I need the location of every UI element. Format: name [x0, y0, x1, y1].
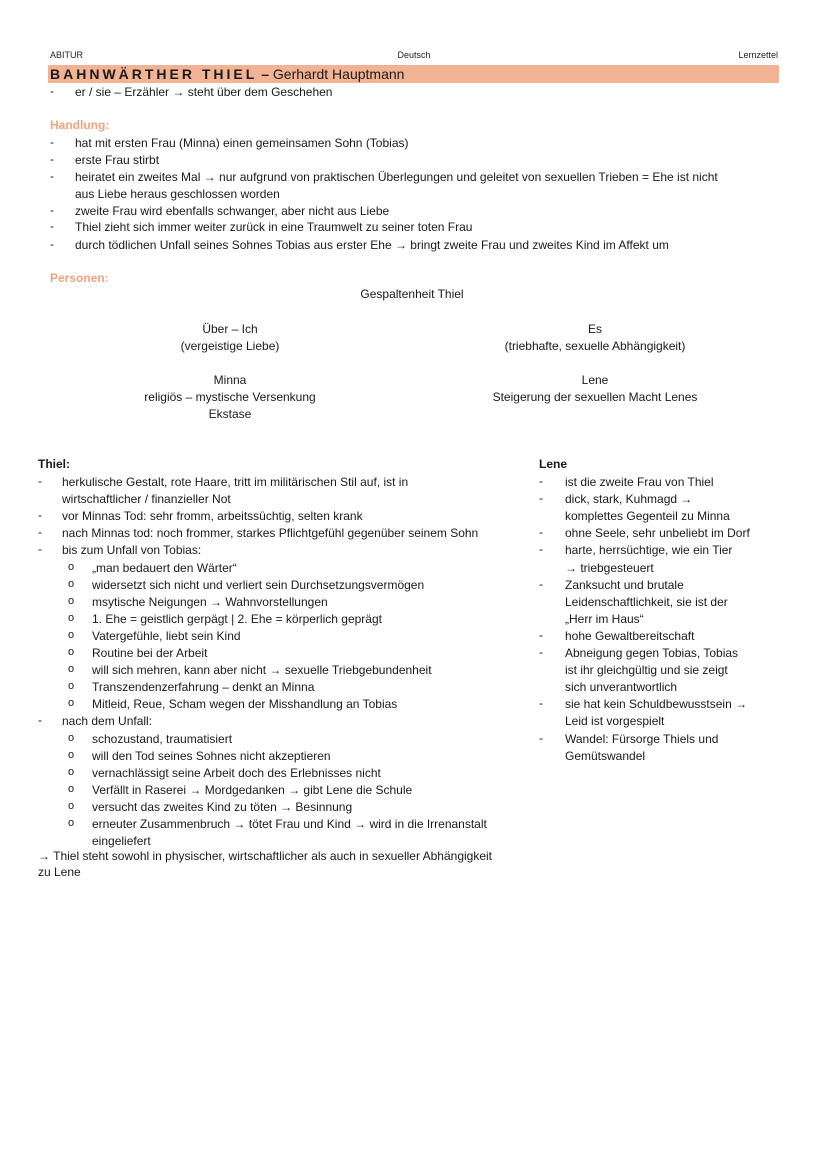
bullet-dash: - — [539, 696, 543, 711]
es-block — [455, 321, 735, 355]
thiel-line: will sich mehren, kann aber nicht → sexuelle Triebgebundenheit — [92, 663, 432, 678]
bullet-dash: - — [38, 474, 42, 488]
bullet-circle: o — [68, 799, 75, 812]
header-right: Lernzettel — [738, 50, 778, 60]
bullet-circle: o — [68, 817, 75, 829]
bullet-circle: o — [68, 663, 75, 676]
thiel-line: nach dem Unfall: — [62, 714, 153, 729]
minna-desc-1: religiös – mystische Versenkung — [144, 390, 316, 404]
thiel-line: nach Minnas tod: noch frommer, starkes Pflichtgefühl gegenüber seinem Sohn — [62, 526, 479, 541]
lene-line: Abneigung gegen Tobias, Tobias — [565, 646, 739, 660]
bullet-dash: - — [50, 169, 54, 183]
thiel-line: msytische Neigungen → Wahnvorstellungen — [92, 594, 328, 609]
lene-summary-label: Lene — [581, 373, 609, 387]
lene-summary-desc: Steigerung der sexuellen Macht Lenes — [492, 390, 698, 404]
handlung-item: zweite Frau wird ebenfalls schwanger, aber nicht aus Liebe — [75, 204, 390, 218]
thiel-line: erneuter Zusammenbruch → tötet Frau und Kind → wird in die Irrenanstalt — [92, 817, 487, 831]
thiel-line: Vatergefühle, liebt sein Kind — [92, 628, 241, 643]
title-bar — [48, 65, 779, 83]
thiel-line: bis zum Unfall von Tobias: — [62, 543, 202, 558]
bullet-circle: o — [68, 680, 75, 693]
lene-heading: Lene — [539, 457, 568, 471]
lene-line: Gemütswandel — [565, 748, 646, 763]
bullet-dash: - — [38, 525, 42, 540]
minna-block — [110, 372, 350, 423]
title-author: Gerhardt Hauptmann — [272, 66, 405, 82]
bullet-circle: o — [68, 697, 75, 710]
bullet-dash: - — [539, 627, 543, 642]
title-separator: – — [257, 66, 273, 82]
bullet-dash: - — [50, 152, 54, 166]
handlung-item: Thiel zieht sich immer weiter zurück in eine Traumwelt zu seiner toten Frau — [75, 220, 473, 234]
thiel-line: will den Tod seines Sohnes nicht akzeptieren — [92, 748, 331, 763]
lene-line: Leidenschaftlichkeit, sie ist der — [565, 594, 728, 609]
bullet-circle: o — [68, 782, 75, 795]
minna-desc-2: Ekstase — [208, 407, 252, 421]
bullet-circle: o — [68, 594, 75, 607]
thiel-line: vernachlässigt seine Arbeit doch des Erlebnisses nicht — [92, 765, 381, 780]
thiel-line: widersetzt sich nicht und verliert sein Durchsetzungsvermögen — [92, 577, 425, 592]
thiel-line: wirtschaftlicher / finanzieller Not — [62, 492, 231, 507]
bullet-circle: o — [68, 748, 75, 761]
handlung-item: aus Liebe heraus geschlossen worden — [75, 187, 280, 201]
bullet-circle: o — [68, 611, 75, 624]
lene-summary-block — [455, 372, 735, 406]
es-label: Es — [587, 322, 602, 336]
thiel-line: 1. Ehe = geistlich gerpägt | 2. Ehe = körperlich geprägt — [92, 611, 382, 626]
bullet-dash: - — [50, 237, 54, 251]
thiel-line: Routine bei der Arbeit — [92, 646, 208, 660]
thiel-line: „man bedauert den Wärter“ — [92, 560, 237, 575]
ueber-ich-desc: (vergeistige Liebe) — [180, 339, 280, 353]
bullet-dash: - — [50, 203, 54, 217]
lene-line: ist ihr gleichgültig und sie zeigt — [565, 663, 728, 678]
lene-line: dick, stark, Kuhmagd → — [565, 492, 693, 507]
title-main: BAHNWÄRTHER THIEL — [50, 66, 258, 82]
lene-line: Leid ist vorgespielt — [565, 714, 665, 729]
handlung-item: durch tödlichen Unfall seines Sohnes Tobias aus erster Ehe → bringt zweite Frau und zweites Kind im Affekt um — [75, 238, 669, 252]
lene-line: → triebgesteuert — [565, 560, 654, 575]
thiel-line: eingeliefert — [92, 834, 151, 849]
personen-heading: Personen: — [50, 271, 109, 285]
bullet-dash: - — [539, 474, 543, 488]
personen-center-title: Gespaltenheit Thiel — [360, 287, 464, 301]
thiel-line: vor Minnas Tod: sehr fromm, arbeitssüchtig, selten krank — [62, 509, 363, 524]
bullet-dash: - — [38, 542, 42, 557]
bullet-dash: - — [38, 713, 42, 728]
lene-line: hohe Gewaltbereitschaft — [565, 628, 695, 643]
lene-line: sie hat kein Schuldbewusstsein → — [565, 697, 748, 712]
bullet-dash: - — [50, 135, 54, 149]
ueber-ich-block — [130, 321, 330, 355]
lene-line: komplettes Gegenteil zu Minna — [565, 509, 730, 524]
bullet-dash: - — [539, 491, 543, 506]
bullet-dash: - — [539, 542, 543, 557]
lene-line: Zanksucht und brutale — [565, 577, 684, 592]
thiel-line: Transzendenzerfahrung – denkt an Minna — [92, 680, 315, 695]
bullet-circle: o — [68, 577, 75, 590]
bullet-circle: o — [68, 731, 75, 744]
handlung-item: hat mit ersten Frau (Minna) einen gemeinsamen Sohn (Tobias) — [75, 136, 409, 150]
bullet-circle: o — [68, 765, 75, 778]
header-center: Deutsch — [397, 50, 431, 60]
bullet-dash: - — [539, 645, 543, 659]
thiel-conclusion-2: zu Lene — [38, 865, 81, 879]
thiel-line: schozustand, traumatisiert — [92, 731, 233, 746]
bullet-dash: - — [539, 730, 543, 745]
lene-line: harte, herrsüchtige, wie ein Tier — [565, 543, 733, 558]
handlung-item: erste Frau stirbt — [75, 153, 160, 167]
bullet-circle: o — [68, 646, 75, 658]
bullet-dash: - — [38, 508, 42, 523]
bullet-circle: o — [68, 560, 75, 573]
thiel-line: versucht das zweites Kind zu töten → Besinnung — [92, 799, 353, 814]
header-left: ABITUR — [50, 50, 84, 60]
lene-line: ohne Seele, sehr unbeliebt im Dorf — [565, 526, 750, 541]
es-desc: (triebhafte, sexuelle Abhängigkeit) — [504, 339, 686, 353]
bullet-dash: - — [50, 219, 54, 233]
ueber-ich-label: Über – Ich — [202, 322, 258, 336]
lene-line: sich unverantwortlich — [565, 680, 678, 695]
thiel-line: herkulische Gestalt, rote Haare, tritt im militärischen Stil auf, ist in — [62, 475, 409, 489]
thiel-conclusion-1: → Thiel steht sowohl in physischer, wirtschaftlicher als auch in sexueller Abhängigkeit — [38, 849, 493, 863]
thiel-heading: Thiel: — [38, 457, 70, 471]
minna-label: Minna — [213, 373, 247, 387]
bullet-dash: - — [539, 576, 543, 591]
lene-line: Wandel: Fürsorge Thiels und — [565, 731, 719, 746]
bullet-circle: o — [68, 628, 75, 641]
lene-line: „Herr im Haus“ — [565, 611, 644, 626]
thiel-line: Mitleid, Reue, Scham wegen der Misshandlung an Tobias — [92, 697, 398, 712]
bullet-dash: - — [539, 525, 543, 540]
thiel-line: Verfällt in Raserei → Mordgedanken → gibt Lene die Schule — [92, 782, 413, 797]
handlung-item: heiratet ein zweites Mal → nur aufgrund von praktischen Überlegungen und geleitet von sexuellen Trieben = Ehe ist nicht — [75, 170, 718, 184]
handlung-heading: Handlung: — [50, 118, 110, 132]
lene-line: ist die zweite Frau von Thiel — [565, 475, 714, 489]
intro-line: er / sie – Erzähler → steht über dem Geschehen — [75, 85, 333, 99]
bullet-dash: - — [50, 84, 54, 98]
